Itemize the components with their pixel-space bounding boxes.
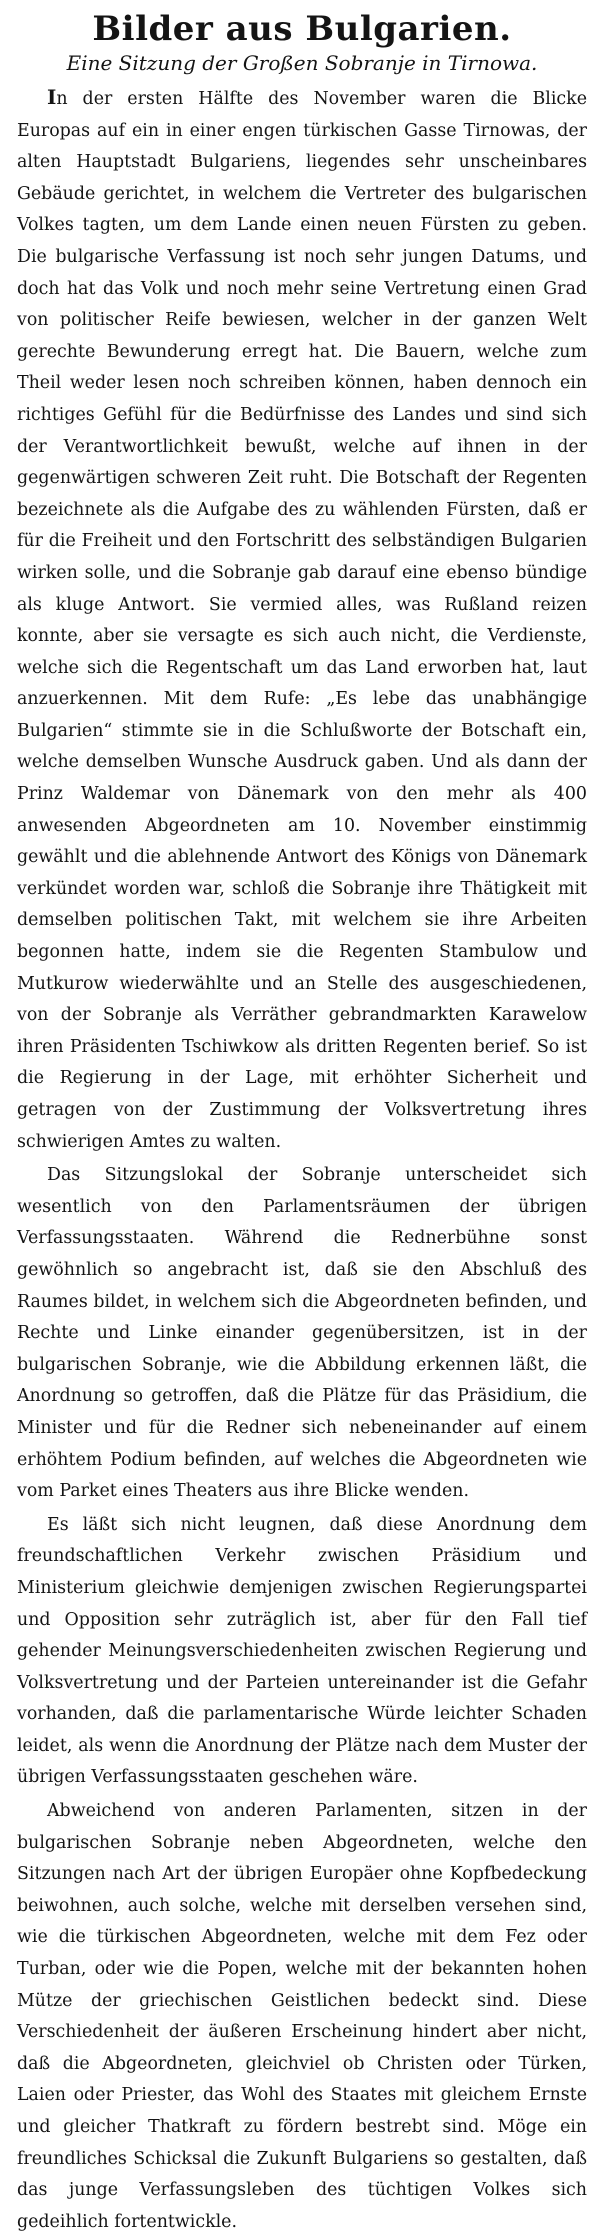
paragraph-4: Abweichend von anderen Parlamenten, sitzen in der bulgarischen Sobranje neben Abgeordneten, welche den Sitzungen nach Art der übrigen Europäer ohne Kopfbedeckung beiwohnen, auch solche, welche mit derselben versehen sind, wie die türkischen Abgeordneten, welche mit dem Fez oder Turban, oder wie die Popen, welche mit der bekannten hohen Mütze der griechischen Geistlichen bedeckt sind. Diese Verschiedenheit der äußeren Erscheinung hindert aber nicht, daß die Abgeordneten, gleichviel ob Christen oder Türken, Laien oder Priester, das Wohl des Staates mit gleichem Ernste und gleicher Thatkraft zu fördern bestrebt sind. Möge ein freundliches Schicksal die Zukunft Bulgariens so gestalten, daß das junge Verfassungsleben des tüchtigen Volkes sich gedeihlich fortentwickle. [17,1801,587,2232]
article-title: Bilder aus Bulgarien. [92,9,512,49]
paragraph-1: In der ersten Hälfte des November waren die Blicke Europas auf ein in einer engen türkischen Gasse Tirnowas, der alten Hauptstadt Bulgariens, liegendes sehr unscheinbares Gebäude gerichtet, in welchem die Vertreter des bulgarischen Volkes tagten, um dem Lande einen neuen Fürsten zu geben. Die bulgarische Verfassung ist noch sehr jungen Datums, und doch hat das Volk und noch mehr seine Vertretung einen Grad von politischer Reife bewiesen, welcher in der ganzen Welt gerechte Bewunderung erregt hat. Die Bauern, welche zum Theil weder lesen noch schreiben können, haben dennoch ein richtiges Gefühl für die Bedürfnisse des Landes und sind sich der Verantwortlichkeit bewußt, welche auf ihnen in der gegenwärtigen schweren Zeit ruht. Die Botschaft der Regenten bezeichnete als die Aufgabe des zu wählenden Fürsten, daß er für die Freiheit und den Fortschritt des selbständigen Bulgarien wirken solle, und die Sobranje gab darauf eine ebenso bündige als kluge Antwort. Sie vermied alles, was Rußland reizen konnte, aber sie versagte es sich auch nicht, die Verdienste, welche sich die Regentschaft um das Land erworben hat, laut anzuerkennen. Mit dem Rufe: „Es lebe das unabhängige Bulgarien“ stimmte sie in die Schlußworte der Botschaft ein, welche demselben Wunsche Ausdruck gaben. Und als dann der Prinz Waldemar von Dänemark von den mehr als 400 anwesenden Abgeordneten am 10. November einstimmig gewählt und die ablehnende Antwort des Königs von Dänemark verkündet worden war, schloß die Sobranje ihre Thätigkeit mit demselben politischen Takt, mit welchem sie ihre Arbeiten begonnen hatte, indem sie die Regenten Stambulow und Mutkurow wiederwählte und an Stelle des ausgeschiedenen, von der Sobranje als Verräther gebrandmarkten Karawelow ihren Präsidenten Tschiwkow als dritten Regenten berief. So ist die Regierung in der Lage, mit erhöhter Sicherheit und getragen von der Zustimmung der Volksvertretung ihres schwierigen Amtes zu walten. [17,85,587,1152]
paragraph-2: Das Sitzungslokal der Sobranje unterscheidet sich wesentlich von den Parlamentsräumen der übrigen Verfassungsstaaten. Während die Rednerbühne sonst gewöhnlich so angebracht ist, daß sie den Abschluß des Raumes bildet, in welchem sich die Abgeordneten befinden, und Rechte und Linke einander gegenübersitzen, ist in der bulgarischen Sobranje, wie die Abbildung erkennen läßt, die Anordnung so getroffen, daß die Plätze für das Präsidium, die Minister und für die Redner sich nebeneinander auf einem erhöhtem Podium befinden, auf welches die Abgeordneten wie vom Parket eines Theaters aus ihre Blicke wenden. [17,1165,587,1502]
article-subtitle: Eine Sitzung der Großen Sobranje in Tirnowa. [66,51,538,75]
paragraph-3: Es läßt sich nicht leugnen, daß diese Anordnung dem freundschaftlichen Verkehr zwischen Präsidium und Ministerium gleichwie demjenigen zwischen Regierungspartei und Opposition sehr zuträglich ist, aber für den Fall tief gehender Meinungsverschiedenheiten zwischen Regierung und Volksvertretung und der Parteien untereinander ist die Gefahr vorhanden, daß die parlamentarische Würde leichter Schaden leidet, als wenn die Anordnung der Plätze nach dem Muster der übrigen Verfassungsstaaten geschehen wäre. [17,1514,587,1788]
